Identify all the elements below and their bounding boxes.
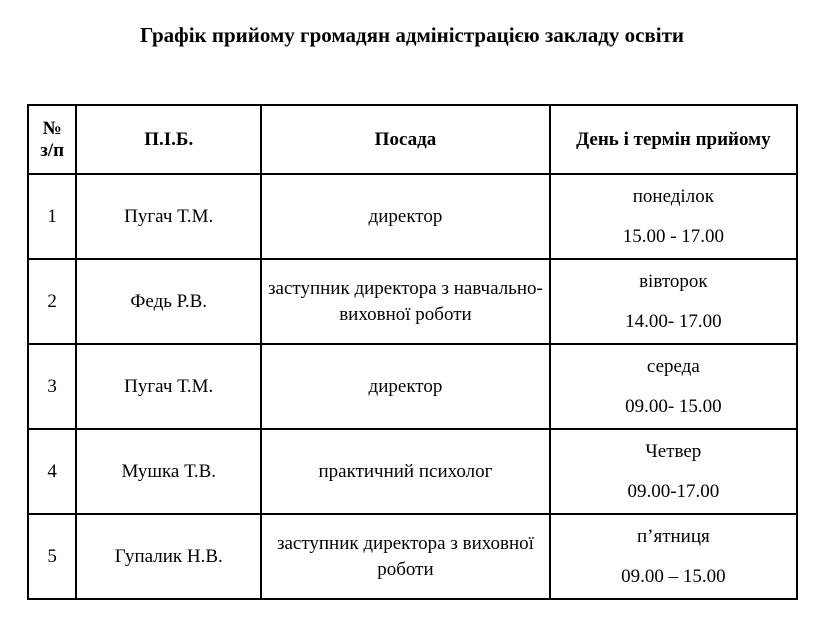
row-day: Четвер bbox=[645, 440, 702, 462]
row-number: 4 bbox=[28, 429, 76, 514]
header-schedule: День і термін прийому bbox=[550, 105, 797, 174]
header-position: Посада bbox=[261, 105, 550, 174]
row-position: директор bbox=[261, 174, 550, 259]
row-day: п’ятниця bbox=[636, 525, 710, 547]
table-header-row bbox=[28, 105, 797, 174]
table-row bbox=[28, 174, 797, 259]
table-row bbox=[28, 344, 797, 429]
header-name: П.І.Б. bbox=[76, 105, 261, 174]
row-name: Пугач Т.М. bbox=[76, 174, 261, 259]
row-position: заступник директора з навчально-виховної роботи bbox=[261, 259, 550, 344]
header-number bbox=[28, 105, 76, 174]
row-schedule bbox=[550, 429, 797, 514]
header-number-line1: № bbox=[42, 117, 62, 139]
table-row bbox=[28, 259, 797, 344]
row-time: 09.00- 15.00 bbox=[625, 395, 722, 417]
row-schedule bbox=[550, 514, 797, 599]
row-name: Федь Р.В. bbox=[76, 259, 261, 344]
table-row bbox=[28, 514, 797, 599]
row-time: 09.00 – 15.00 bbox=[621, 565, 726, 587]
row-time: 15.00 - 17.00 bbox=[622, 225, 725, 247]
row-name: Пугач Т.М. bbox=[76, 344, 261, 429]
reception-schedule-table bbox=[27, 104, 798, 600]
row-name: Гупалик Н.В. bbox=[76, 514, 261, 599]
row-day: середа bbox=[646, 355, 700, 377]
table-row bbox=[28, 429, 797, 514]
row-position: заступник директора з виховної роботи bbox=[261, 514, 550, 599]
row-time: 09.00-17.00 bbox=[627, 480, 720, 502]
row-day: вівторок bbox=[639, 270, 708, 292]
page-title: Графік прийому громадян адміністрацією закладу освіти bbox=[139, 23, 685, 47]
row-day: понеділок bbox=[632, 185, 714, 207]
row-number: 2 bbox=[28, 259, 76, 344]
row-number: 3 bbox=[28, 344, 76, 429]
row-schedule bbox=[550, 259, 797, 344]
row-name: Мушка Т.В. bbox=[76, 429, 261, 514]
row-position: практичний психолог bbox=[261, 429, 550, 514]
header-number-line2: з/п bbox=[40, 139, 65, 161]
row-schedule bbox=[550, 174, 797, 259]
row-number: 1 bbox=[28, 174, 76, 259]
row-time: 14.00- 17.00 bbox=[625, 310, 722, 332]
row-schedule bbox=[550, 344, 797, 429]
row-number: 5 bbox=[28, 514, 76, 599]
row-position: директор bbox=[261, 344, 550, 429]
